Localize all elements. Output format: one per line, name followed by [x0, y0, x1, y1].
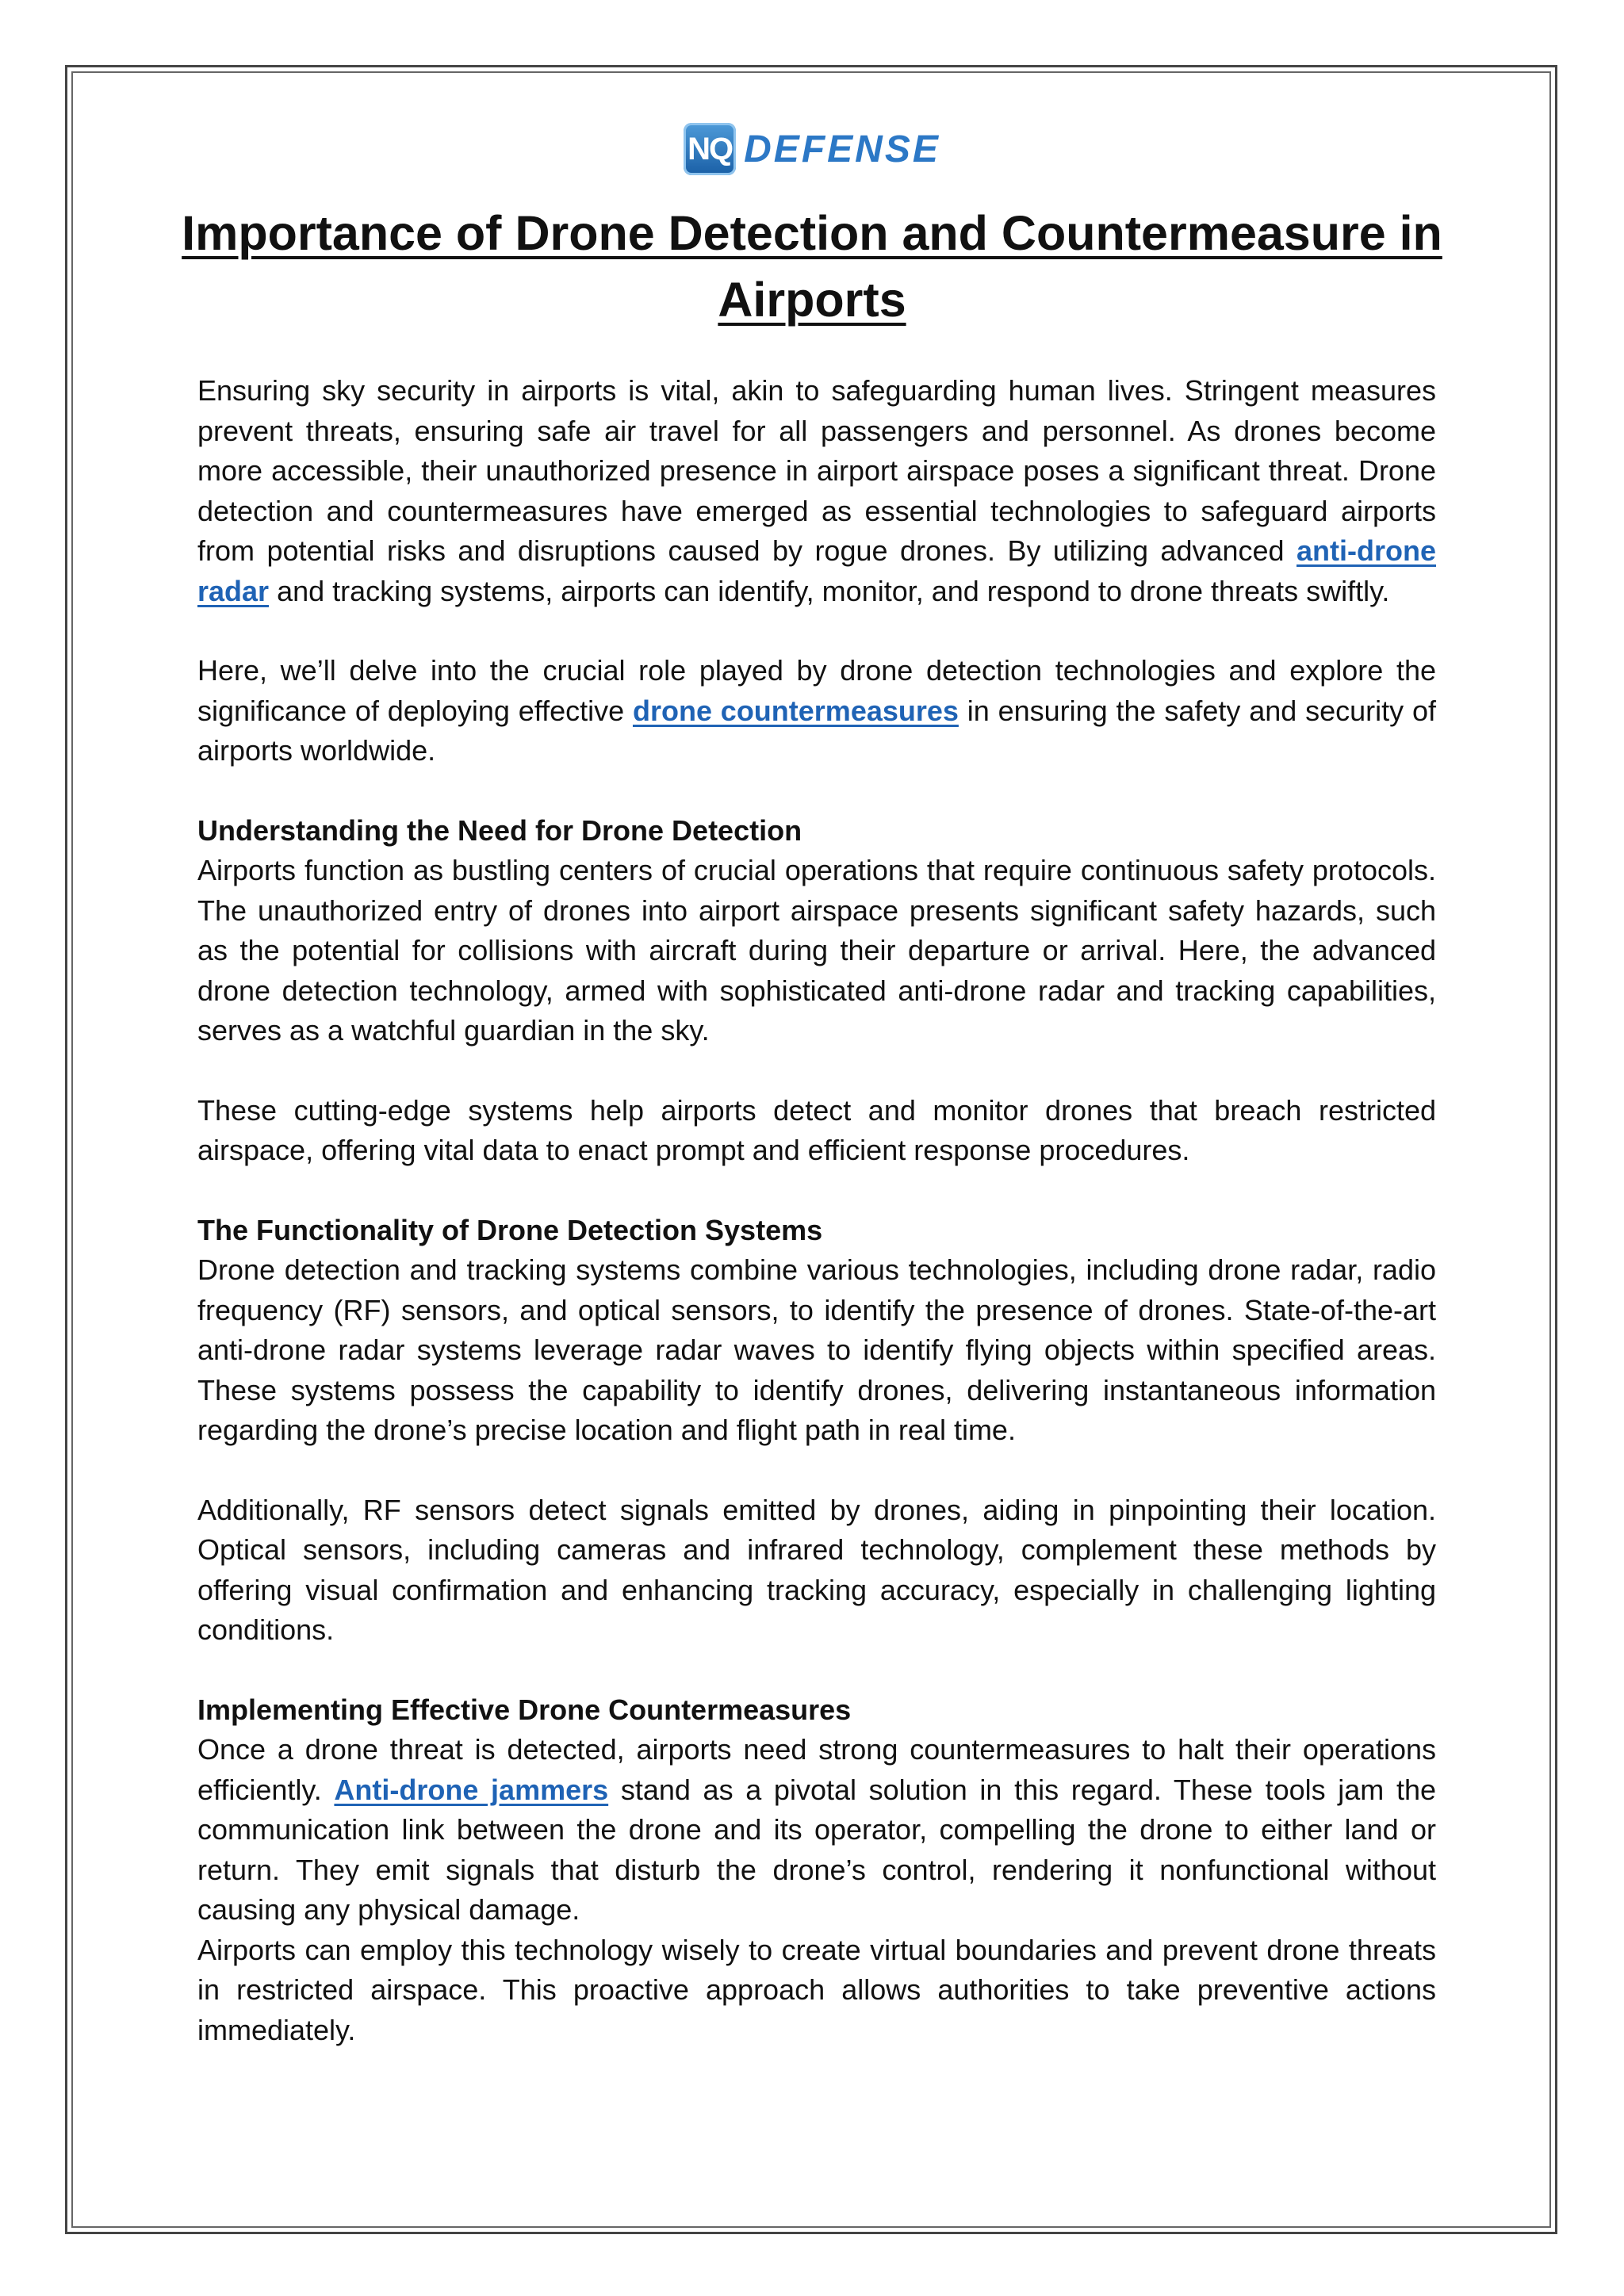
section-3-p1-text-after: stand as a pivotal solution in this regard. These tools jam the communication link between the drone and its operator, compelling the drone to either land or return. They emit signals that disturb the drone’s control, rendering it nonfunctional without causing any physical damage.: [197, 1773, 1436, 1926]
article-body: [197, 371, 1436, 2050]
section-2-paragraph-1: [197, 1211, 1436, 1451]
section-1-heading: Understanding the Need for Drone Detection: [197, 813, 802, 847]
nq-defense-logo: [684, 123, 940, 175]
section-1-paragraph-2: These cutting-edge systems help airports detect and monitor drones that breach restricted airspace, offering vital data to enact prompt and efficient response procedures.: [197, 1093, 1436, 1166]
section-3-heading: Implementing Effective Drone Countermeasures: [197, 1693, 852, 1726]
section-3-p1-text-before: Once a drone threat is detected, airports need strong countermeasures to halt their operations efficiently.: [197, 1733, 1436, 1806]
logo-badge: NQ: [684, 123, 736, 175]
drone-countermeasures-link[interactable]: drone countermeasures: [632, 694, 959, 727]
intro-paragraph-2: [197, 651, 1436, 771]
anti-drone-radar-link[interactable]: anti-drone radar: [197, 534, 1436, 607]
section-3-paragraph-2: Airports can employ this technology wisely to create virtual boundaries and prevent drone threats in restricted airspace. This proactive approach allows authorities to take preventive actions immediately.: [197, 1933, 1436, 2046]
intro-p2-text-after: in ensuring the safety and security of airports worldwide.: [197, 694, 1436, 767]
logo-area: [0, 117, 1624, 181]
section-1-p1-text: Airports function as bustling centers of crucial operations that require continuous safety protocols. The unauthorized entry of drones into airport airspace presents significant safety hazards, such as the potential for collisions with aircraft during their departure or arrival. Here, the advanced drone detection technology, armed with sophisticated anti-drone radar and tracking capabilities, serves as a watchful guardian in the sky.: [197, 854, 1436, 1047]
intro-p1-text-before: Ensuring sky security in airports is vital, akin to safeguarding human lives. Stringent measures prevent threats, ensuring safe air travel for all passengers and personnel. As drones become more accessible, their unauthorized presence in airport airspace poses a significant threat. Drone detection and countermeasures have emerged as essential technologies to safeguard airports from potential risks and disruptions caused by rogue drones. By utilizing advanced: [197, 374, 1436, 567]
section-3-paragraph-1: [197, 1690, 1436, 1931]
page-title: Importance of Drone Detection and Countermeasure in Airports: [182, 206, 1442, 327]
intro-p1-text-after: and tracking systems, airports can identify, monitor, and respond to drone threats swiftly.: [269, 574, 1390, 607]
section-2-paragraph-2: Additionally, RF sensors detect signals emitted by drones, aiding in pinpointing their location. Optical sensors, including cameras and infrared technology, complement these methods by offering visual confirmation and enhancing tracking accuracy, especially in challenging lighting conditions.: [197, 1493, 1436, 1646]
intro-p2-text-before: Here, we’ll delve into the crucial role played by drone detection technologies and explore the significance of deploying effective: [197, 654, 1436, 727]
intro-paragraph-1: [197, 371, 1436, 611]
anti-drone-jammers-link[interactable]: Anti-drone jammers: [334, 1773, 609, 1806]
section-2-p1-text: Drone detection and tracking systems combine various technologies, including drone radar, radio frequency (RF) sensors, and optical sensors, to identify the presence of drones. State-of-the-art anti-drone radar systems leverage radar waves to identify flying objects within specified areas. These systems possess the capability to identify drones, delivering instantaneous information regarding the drone’s precise location and flight path in real time.: [197, 1253, 1436, 1446]
logo-wordmark: DEFENSE: [744, 128, 940, 170]
section-2-heading: The Functionality of Drone Detection Systems: [197, 1213, 823, 1246]
section-1-paragraph-1: [197, 811, 1436, 1051]
